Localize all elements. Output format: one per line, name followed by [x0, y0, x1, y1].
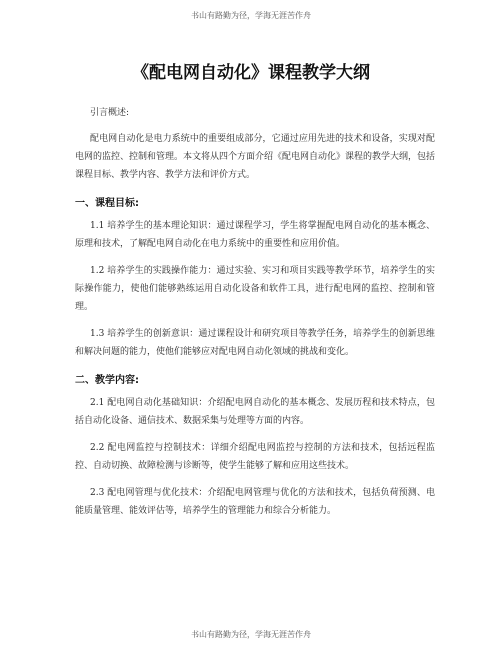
document-body: [75, 104, 435, 529]
page-title: 《配电网自动化》课程教学大纲: [132, 63, 370, 83]
header-motto: 书山有路勤为径，学海无涯苦作舟: [191, 11, 311, 20]
content-paragraph-1: 2.1 配电网自动化基础知识：介绍配电网自动化的基本概念、发展历程和技术特点，包括自动化设备、通信技术、数据采集与处理等方面的内容。: [75, 398, 435, 426]
intro-label: 引言概述:: [90, 108, 130, 118]
goal-paragraph-1: 1.1 培养学生的基本理论知识：通过课程学习，学生将掌握配电网自动化的基本概念、原理和技术，了解配电网自动化在电力系统中的重要性和应用价值。: [75, 221, 435, 249]
intro-paragraph: 配电网自动化是电力系统中的重要组成部分，它通过应用先进的技术和设备，实现对配电网的监控、控制和管理。本文将从四个方面介绍《配电网自动化》课程的教学大纲，包括课程目标、教学内容、教学方法和评价方式。: [75, 134, 436, 180]
goal-paragraph-2: 1.2 培养学生的实践操作能力：通过实验、实习和项目实践等教学环节，培养学生的实际操作能力，使他们能够熟练运用自动化设备和软件工具，进行配电网的监控、控制和管理。: [75, 266, 435, 312]
footer-motto: 书山有路勤为径，学海无涯苦作舟: [191, 630, 311, 639]
section-heading-content: 二、教学内容:: [75, 375, 139, 386]
goal-paragraph-3: 1.3 培养学生的创新意识：通过课程设计和研究项目等教学任务，培养学生的创新思维和解决问题的能力，使他们能够应对配电网自动化领域的挑战和变化。: [75, 329, 435, 357]
content-paragraph-3: 2.3 配电网管理与优化技术：介绍配电网管理与优化的方法和技术，包括负荷预测、电能质量管理、能效评估等，培养学生的管理能力和综合分析能力。: [75, 488, 435, 516]
section-heading-goals: 一、课程目标:: [75, 198, 139, 209]
content-paragraph-2: 2.2 配电网监控与控制技术：详细介绍配电网监控与控制的方法和技术，包括远程监控、自动切换、故障检测与诊断等，使学生能够了解和应用这些技术。: [75, 443, 435, 471]
